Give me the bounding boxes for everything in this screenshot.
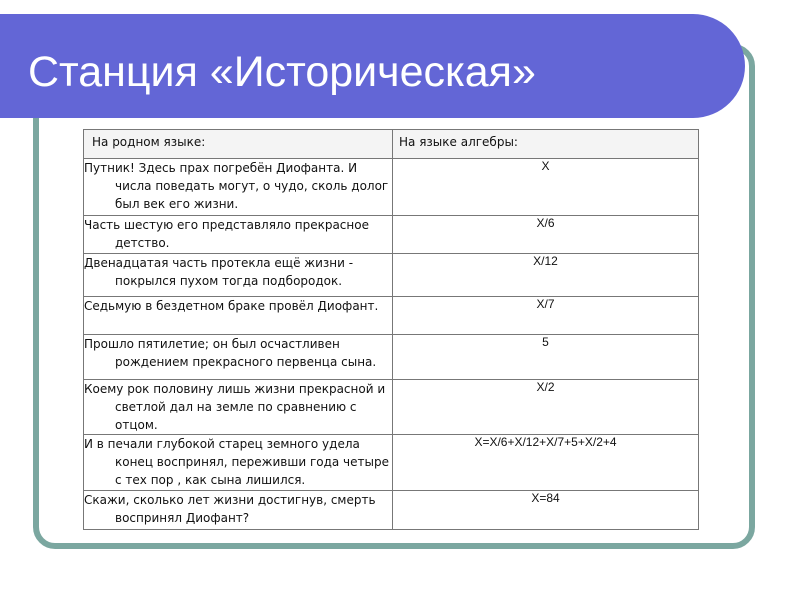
native-cell — [84, 380, 393, 435]
diophantus-table — [83, 129, 699, 530]
table-row — [84, 297, 699, 335]
native-cell — [84, 435, 393, 491]
native-text: Скажи, сколько лет жизни достигнув, смерть воспринял Диофант? — [84, 493, 376, 525]
table-header-row — [84, 130, 699, 159]
table-row — [84, 216, 699, 254]
native-text: Часть шестую его представляло прекрасное детство. — [84, 218, 369, 250]
algebra-cell: X=84 — [393, 491, 699, 530]
algebra-cell: X/6 — [393, 216, 699, 254]
algebra-cell: 5 — [393, 335, 699, 380]
algebra-cell: X/7 — [393, 297, 699, 335]
table-row — [84, 491, 699, 530]
native-text: Путник! Здесь прах погребён Диофанта. И числа поведать могут, о чудо, сколь долог был век его жизни. — [84, 161, 389, 211]
native-cell — [84, 216, 393, 254]
algebra-cell: X/12 — [393, 254, 699, 297]
native-text: Коему рок половину лишь жизни прекрасной и светлой дал на земле по сравнению с отцом. — [84, 382, 386, 432]
table-row — [84, 254, 699, 297]
native-cell — [84, 335, 393, 380]
table-row — [84, 380, 699, 435]
header-native-language: На родном языке: — [84, 130, 393, 159]
native-cell — [84, 254, 393, 297]
native-text: Двенадцатая часть протекла ещё жизни - покрылся пухом тогда подбородок. — [84, 256, 354, 288]
title-banner — [0, 14, 745, 118]
table-row — [84, 335, 699, 380]
header-algebra-language: На языке алгебры: — [393, 130, 699, 159]
algebra-cell: X — [393, 159, 699, 216]
native-cell — [84, 159, 393, 216]
slide-title: Станция «Историческая» — [28, 48, 536, 96]
algebra-cell: X/2 — [393, 380, 699, 435]
native-cell — [84, 297, 393, 335]
table-row — [84, 159, 699, 216]
algebra-cell: X=X/6+X/12+X/7+5+X/2+4 — [393, 435, 699, 491]
table-row — [84, 435, 699, 491]
native-cell — [84, 491, 393, 530]
native-text: Седьмую в бездетном браке провёл Диофант. — [84, 299, 379, 313]
native-text: И в печали глубокой старец земного удела конец воспринял, переживши года четыре с тех пор , как сына лишился. — [84, 437, 389, 487]
native-text: Прошло пятилетие; он был осчастливен рождением прекрасного первенца сына. — [84, 337, 377, 369]
